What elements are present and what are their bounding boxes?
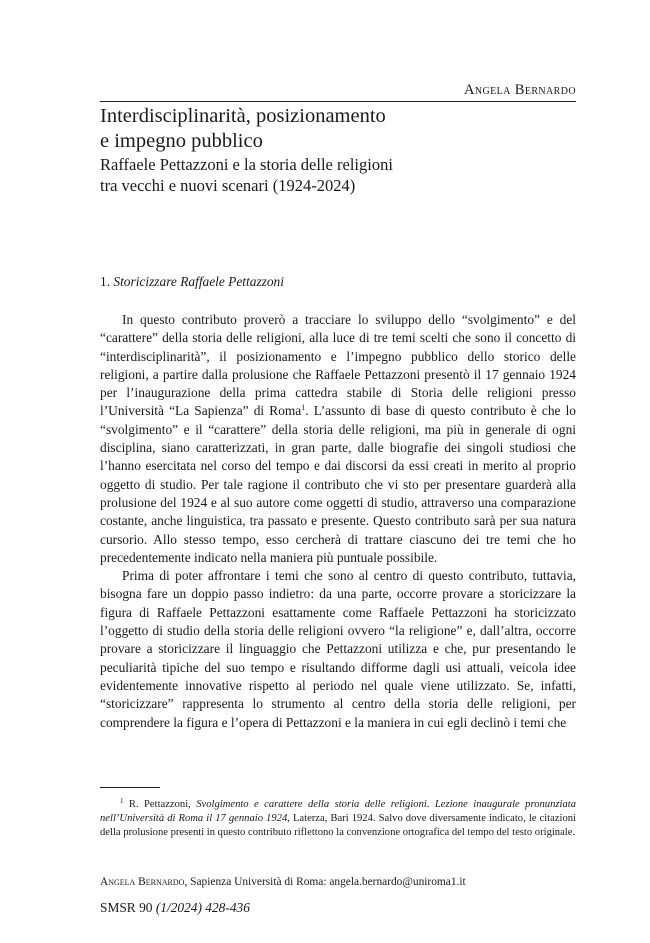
journal-issue: (1/2024) 428-436: [155, 900, 250, 915]
journal-name: SMSR 90: [100, 900, 156, 915]
section-title: Storicizzare Raffaele Pettazzoni: [113, 274, 284, 289]
article-title: [100, 104, 386, 153]
paragraph: Prima di poter affrontare i temi che sono al centro di questo contributo, tuttavia, bisogna fare un doppio passo indietro: da una parte, occorre provare a storicizzare la figura di Raffaele Pettazzoni esattamente come Raffaele Pettazzoni ha storicizzato l’oggetto di studio della storia delle religioni ovvero “la religione” e, dall’altra, occorre provare a storicizzare il linguaggio che Pettazzoni utilizza e che, pur presentando le peculiarità tipiche del suo tempo e risultando difforme dagli usi attuali, veicola idee evidentemente innovative rispetto al periodo nel quale viene utilizzato. Se, infatti, “storicizzare” rappresenta lo strumento al centro della storia delle religioni, per comprendere la figura e l’opera di Pettazzoni e la maniera in cui egli declinò i temi che: [100, 568, 576, 730]
author-affiliation-text: , Sapienza Università di Roma: angela.bernardo@uniroma1.it: [184, 876, 466, 888]
paragraph-1-text: In questo contributo proverò a tracciare lo sviluppo dello “svolgimento” e del “carattere” della storia delle religioni, alla luce di tre temi scelti che sono il concetto di “interdisciplinarità”, il posizionamento e l’impegno pubblico dello storico delle religioni, a partire dalla prolusione che Raffaele Pettazzoni presentò il 17 gennaio 1924 per l’inaugurazione della prima cattedra stabile di Storia delle religioni presso l’Università “La Sapienza” di Roma: [100, 312, 576, 419]
footnote-reference[interactable]: 1: [301, 403, 306, 413]
title-line-1: Interdisciplinarità, posizionamento: [100, 105, 386, 127]
footnote-rule: [100, 787, 160, 788]
title-line-2: e impegno pubblico: [100, 129, 263, 152]
subtitle-line-2: tra vecchi e nuovi scenari (1924-2024): [100, 175, 356, 195]
header-rule: [100, 101, 576, 102]
footnote-mark: 1: [120, 797, 124, 805]
footnote: [100, 798, 576, 841]
article-subtitle: [100, 155, 393, 196]
body-text: [100, 311, 576, 732]
footnote-rest: , Laterza, Bari 1924. Salvo dove diversamente indicato, le citazioni della prolusione presenti in questo contributo riflettono la convenzione ortografica del tempo del testo originale.: [100, 813, 576, 839]
journal-citation: [100, 899, 250, 916]
author-name: Angela Bernardo: [100, 876, 185, 888]
footnote-work-title: Svolgimento e carattere della storia delle religioni. Lezione inaugurale pronunziata nell’Università di Roma il 17 gennaio 1924: [100, 799, 576, 825]
author-affiliation: [100, 875, 466, 889]
section-heading: [100, 273, 284, 290]
footnote-author: R. Pettazzoni,: [123, 799, 197, 810]
section-number: 1.: [100, 274, 114, 289]
running-head: Angela Bernardo: [464, 82, 576, 98]
paragraph: [100, 311, 576, 567]
subtitle-line-1: Raffaele Pettazzoni e la storia delle religioni: [100, 155, 393, 174]
paragraph-1-continued: . L’assunto di base di questo contributo è che lo “svolgimento” e il “carattere” della storia delle religioni, ma più in generale di ogni disciplina, siano caratterizzati, in gran parte, dalle biografie dei singoli studiosi che l’hanno esercitata nel corso del tempo e dai discorsi da essi creati in merito al proprio oggetto di studio. Per tale ragione il contributo che vi sto per presentare guarderà alla prolusione del 1924 e al suo autore come oggetti di studio, attraverso una comparazione costante, anche linguistica, tra passato e presente. Questo contributo sarà per sua natura cursorio. Allo stesso tempo, esso cercherà di trattare ciascuno dei tre temi che ho precedentemente indicato nella maniera più puntuale possibile.: [100, 403, 577, 565]
